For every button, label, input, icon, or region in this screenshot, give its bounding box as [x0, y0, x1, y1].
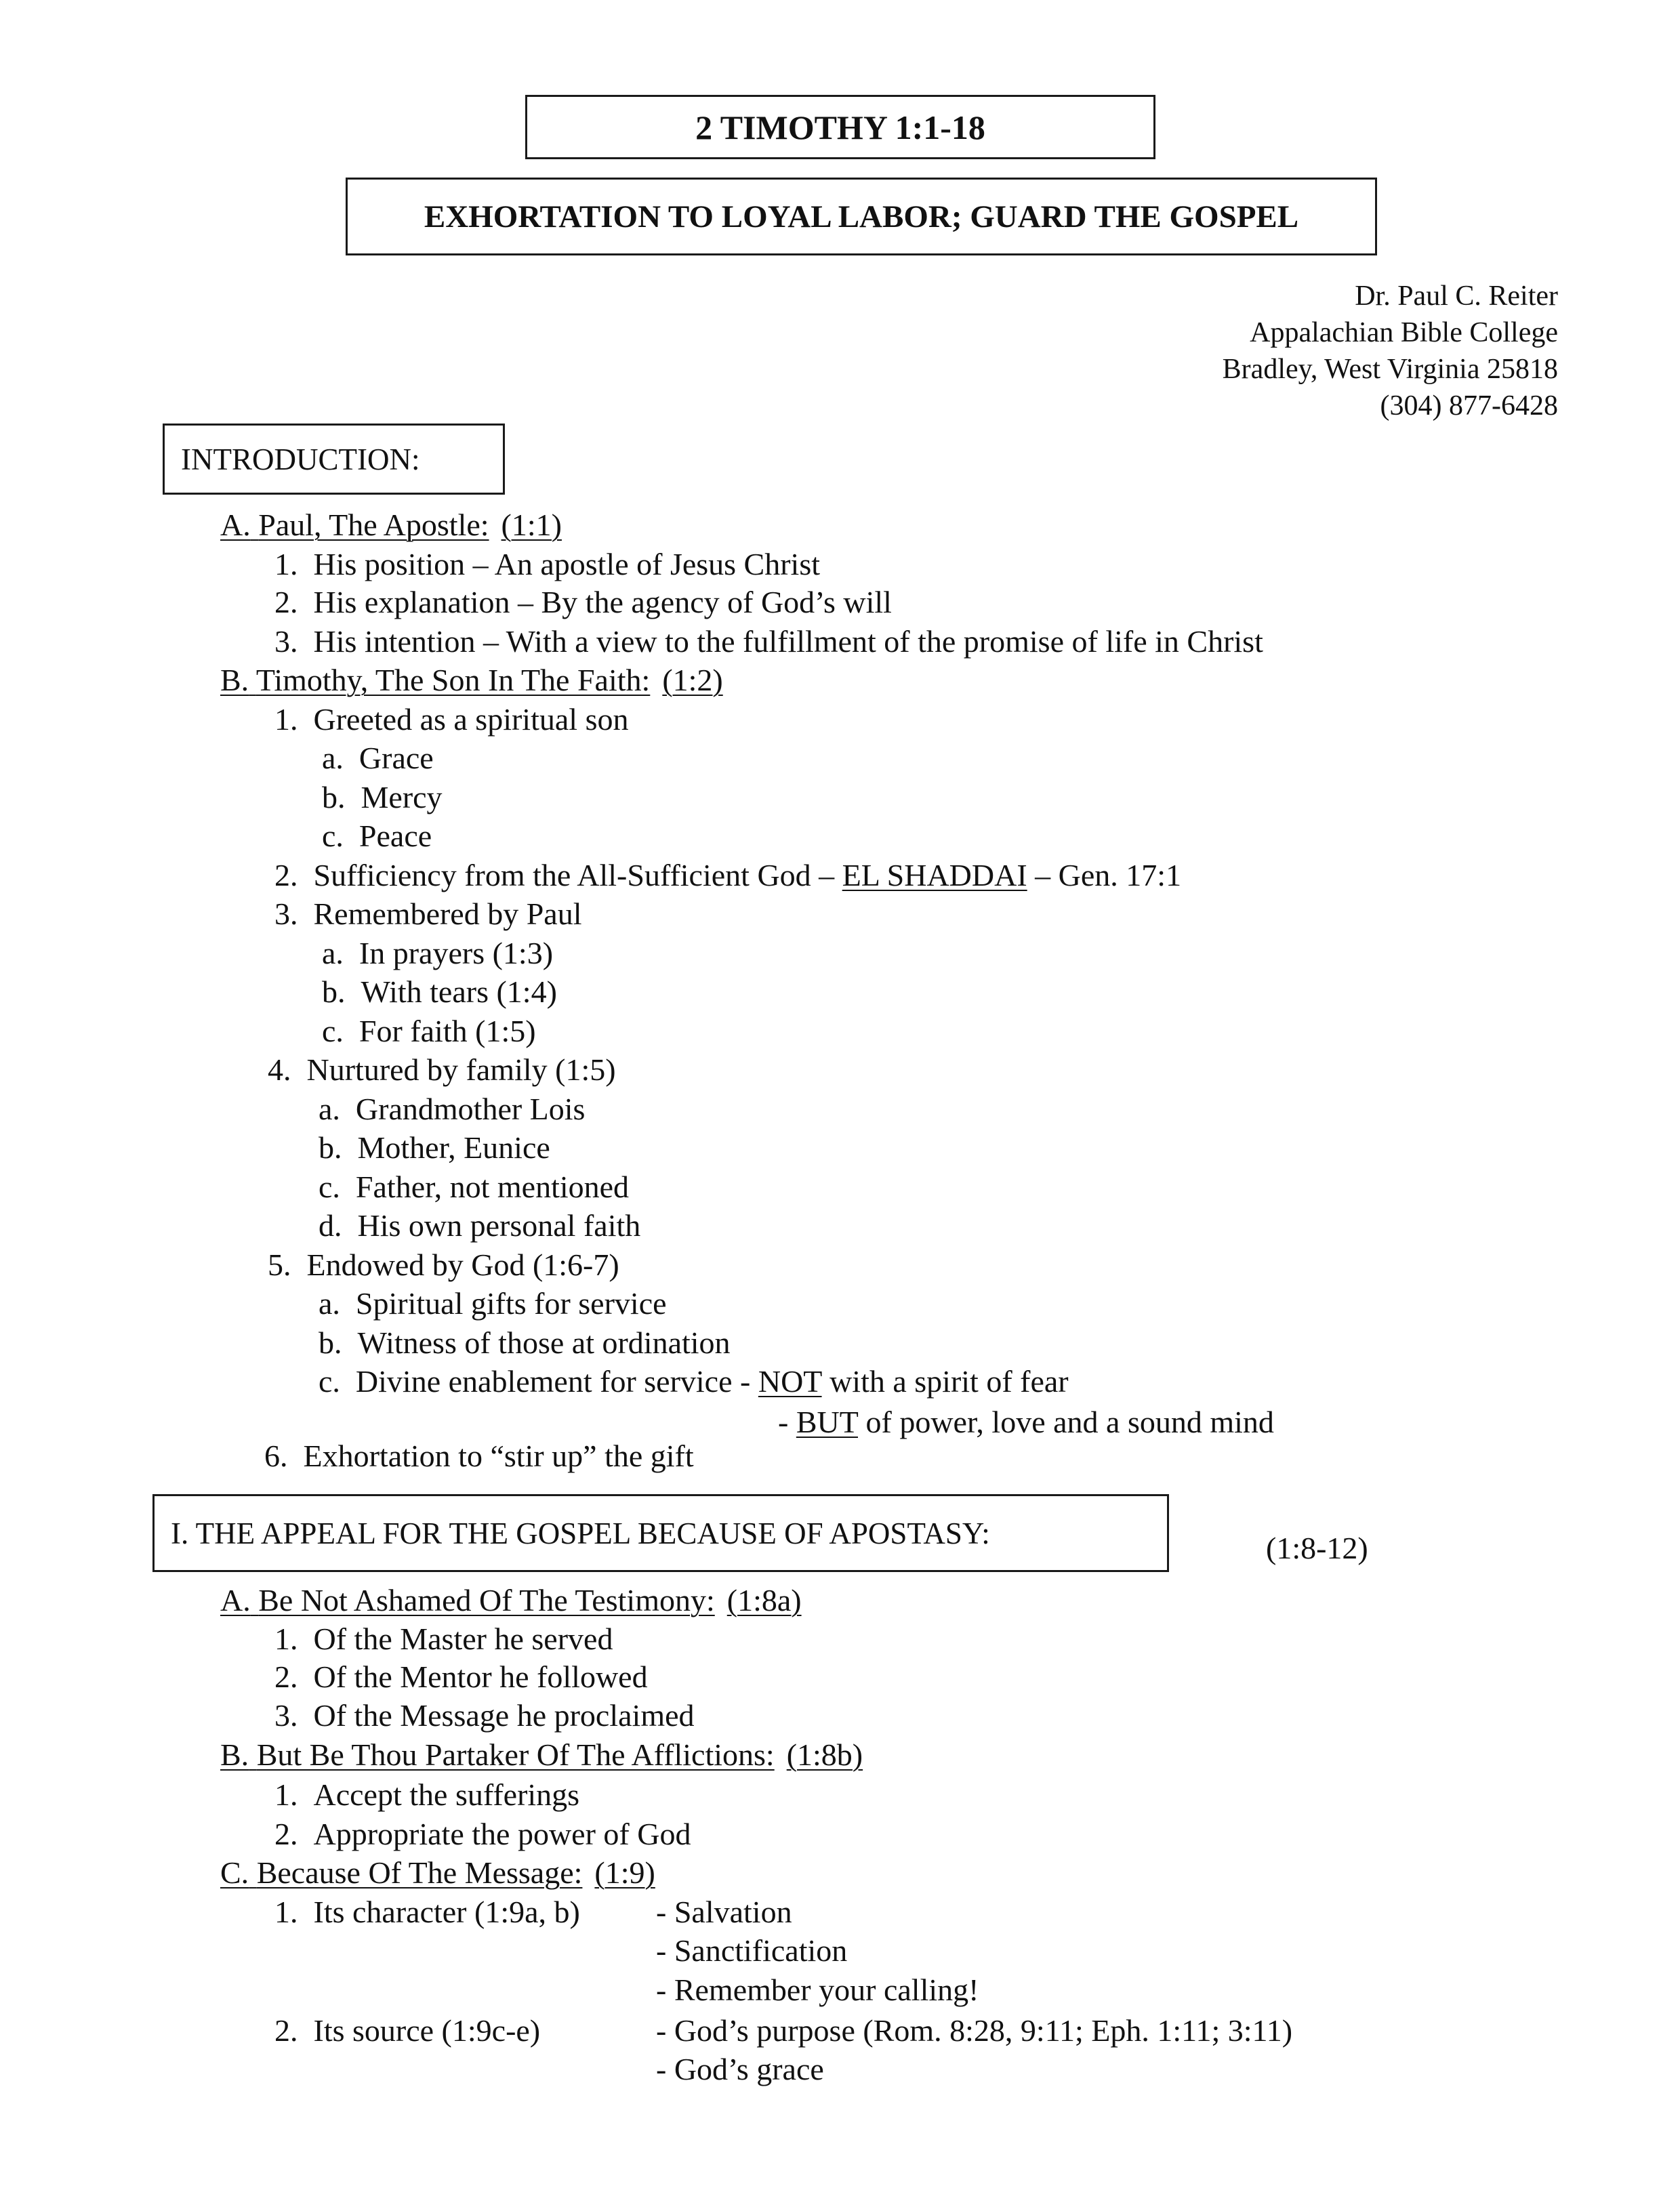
sub-item: c. Divine enablement for service - NOT with a spirit of fear	[319, 1364, 1069, 1399]
page-title: 2 TIMOTHY 1:1-18	[695, 108, 985, 146]
section-1-ref: (1:8-12)	[1266, 1531, 1368, 1565]
sub-item: b. Mercy	[322, 780, 443, 814]
page-subtitle: EXHORTATION TO LOYAL LABOR; GUARD THE GOSPEL	[424, 199, 1299, 234]
title-box	[525, 95, 1155, 159]
list-item: 6. Exhortation to “stir up” the gift	[264, 1439, 694, 1473]
author-institution: Appalachian Bible College	[1250, 317, 1558, 348]
sub-item: c. For faith (1:5)	[322, 1014, 536, 1048]
point-item: - Salvation	[656, 1895, 792, 1929]
list-item: 2. Sufficiency from the All-Sufficient God – EL SHADDAI – Gen. 17:1	[274, 858, 1182, 892]
author-location: Bradley, West Virginia 25818	[1222, 354, 1558, 385]
list-item: 4. Nurtured by family (1:5)	[268, 1052, 616, 1087]
list-item: 1. Greeted as a spiritual son	[274, 702, 629, 737]
sub-item: a. In prayers (1:3)	[322, 936, 554, 970]
list-item: 2. Its source (1:9c-e)	[274, 2013, 541, 2048]
section-1-b-heading: B. But Be Thou Partaker Of The Afflictions: (1:8b)	[220, 1737, 863, 1772]
list-item: 1. Its character (1:9a, b)	[274, 1895, 580, 1929]
author-phone: (304) 877-6428	[1380, 390, 1558, 421]
sub-item: a. Grandmother Lois	[319, 1092, 586, 1126]
intro-a-heading: A. Paul, The Apostle: (1:1)	[220, 508, 562, 542]
sub-item: c. Father, not mentioned	[319, 1170, 630, 1204]
section-1-c-heading: C. Because Of The Message: (1:9)	[220, 1855, 655, 1890]
sub-item-continuation: - BUT of power, love and a sound mind	[778, 1405, 1274, 1439]
sub-item: b. Mother, Eunice	[319, 1130, 550, 1165]
author-block	[1223, 278, 1558, 424]
list-item: 3. Of the Message he proclaimed	[274, 1698, 695, 1733]
author-name: Dr. Paul C. Reiter	[1355, 281, 1558, 312]
sub-item: a. Spiritual gifts for service	[319, 1286, 667, 1321]
but-emphasis: BUT	[796, 1405, 858, 1439]
sub-item: b. With tears (1:4)	[322, 974, 557, 1009]
sub-item: c. Peace	[322, 819, 432, 853]
list-item: 2. Of the Mentor he followed	[274, 1659, 648, 1694]
intro-b-heading: B. Timothy, The Son In The Faith: (1:2)	[220, 663, 723, 697]
point-item: - God’s purpose (Rom. 8:28, 9:11; Eph. 1:11; 3:11)	[656, 2013, 1293, 2048]
list-item: 2. His explanation – By the agency of God’s will	[274, 585, 892, 619]
list-item: 3. His intention – With a view to the fulfillment of the promise of life in Christ	[274, 624, 1263, 659]
list-item: 5. Endowed by God (1:6-7)	[268, 1247, 619, 1282]
section-1-heading-box	[152, 1494, 1169, 1572]
introduction-heading-box	[163, 424, 505, 495]
list-item: 1. His position – An apostle of Jesus Christ	[274, 547, 821, 581]
sub-item: b. Witness of those at ordination	[319, 1325, 731, 1360]
list-item: 3. Remembered by Paul	[274, 896, 582, 931]
point-item: - God’s grace	[656, 2052, 824, 2086]
not-emphasis: NOT	[758, 1364, 822, 1399]
list-item: 1. Of the Master he served	[274, 1622, 613, 1656]
el-shaddai: EL SHADDAI	[842, 858, 1027, 892]
sub-item: a. Grace	[322, 741, 434, 775]
subtitle-box	[346, 178, 1377, 255]
list-item: 1. Accept the sufferings	[274, 1777, 580, 1812]
section-1-a-heading: A. Be Not Ashamed Of The Testimony: (1:8a)	[220, 1583, 802, 1617]
introduction-heading: INTRODUCTION:	[181, 442, 420, 476]
point-item: - Sanctification	[656, 1933, 848, 1968]
sub-item: d. His own personal faith	[319, 1208, 641, 1243]
list-item: 2. Appropriate the power of God	[274, 1817, 691, 1851]
section-1-heading: I. THE APPEAL FOR THE GOSPEL BECAUSE OF APOSTASY:	[171, 1516, 990, 1550]
point-item: - Remember your calling!	[656, 1973, 979, 2007]
